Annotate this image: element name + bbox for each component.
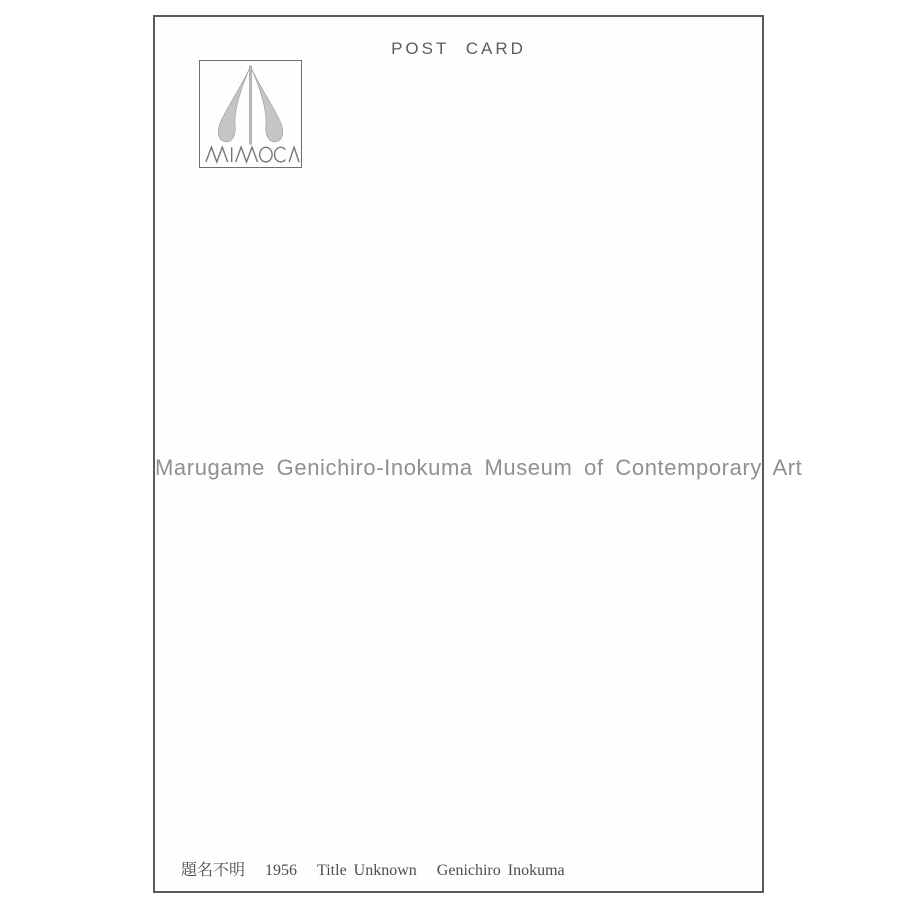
logo-left-petal [218, 66, 250, 142]
mimoca-wordmark [206, 147, 299, 162]
postcard [153, 15, 803, 893]
artwork-caption [181, 857, 565, 880]
caption-title-ja: 題名不明 [181, 862, 246, 879]
logo-stem [249, 66, 251, 144]
postcard-title: POST CARD [391, 39, 526, 58]
mimoca-logo-icon [200, 61, 301, 167]
caption-title-en: Title Unknown [317, 862, 417, 879]
museum-name: Marugame Genichiro-Inokuma Museum of Contemporary Art [155, 455, 803, 480]
mimoca-logo [199, 60, 302, 168]
logo-right-petal [251, 66, 283, 142]
caption-year: 1956 [265, 862, 298, 879]
caption-artist: Genichiro Inokuma [436, 862, 565, 879]
